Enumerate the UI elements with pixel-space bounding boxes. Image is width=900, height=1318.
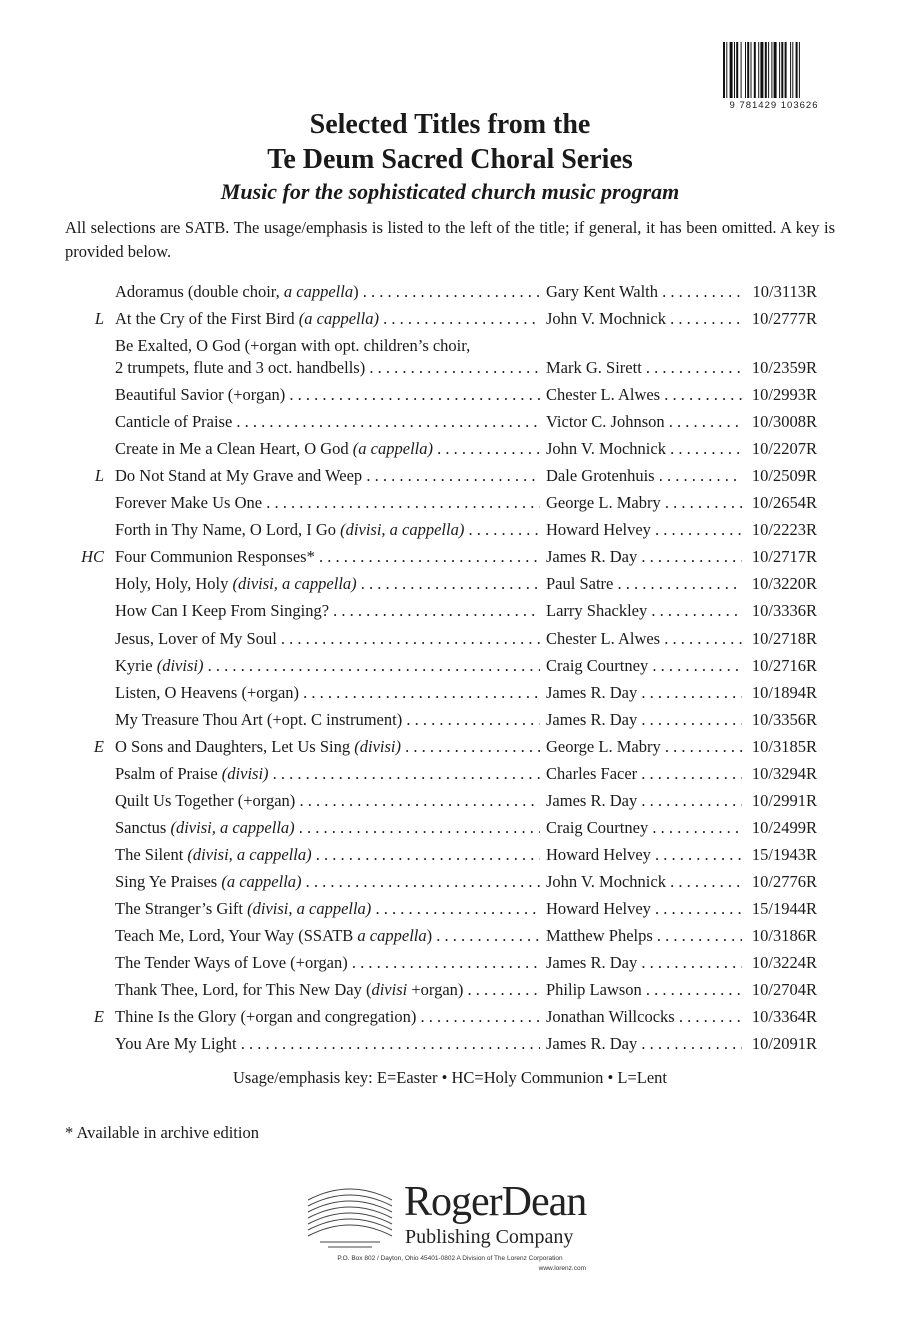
title-main: The Silent <box>115 844 188 864</box>
catalog-number: 10/3185R <box>742 733 817 760</box>
usage-code: HC <box>81 547 104 567</box>
catalog-number: 10/2718R <box>742 625 817 652</box>
barcode-bar <box>796 42 798 98</box>
list-item <box>0 489 900 516</box>
composer: Charles Facer . . . <box>546 760 742 787</box>
title-main: Beautiful Savior (+organ) <box>115 385 286 405</box>
barcode-bar <box>741 42 742 98</box>
catalog-number: 10/3364R <box>742 1003 817 1030</box>
barcode-bar <box>799 42 800 98</box>
title-note: (a cappella) <box>221 871 302 891</box>
catalog-number: 10/2509R <box>742 462 817 489</box>
list-item <box>0 706 900 733</box>
page-title-line-1: Selected Titles from the <box>309 109 591 140</box>
title-text <box>115 381 540 408</box>
catalog-number: 10/2716R <box>742 652 817 679</box>
list-item <box>0 381 900 408</box>
composer: Chester L. Alwes . . . <box>546 625 742 652</box>
list-item <box>0 841 900 868</box>
title-text <box>115 652 540 679</box>
list-item <box>0 435 900 462</box>
list-item <box>0 570 900 597</box>
composer: James R. Day . . . <box>546 787 742 814</box>
barcode-bar <box>760 42 763 98</box>
title-text <box>115 625 540 652</box>
list-item <box>0 516 900 543</box>
composer: Howard Helvey . . . <box>546 841 742 868</box>
title-text <box>115 278 540 305</box>
list-item <box>0 625 900 652</box>
title-main: Do Not Stand at My Grave and Weep <box>115 466 363 486</box>
list-item <box>0 976 900 1003</box>
barcode-bar <box>747 42 749 98</box>
barcode-bar <box>768 42 769 98</box>
barcode-bar <box>730 42 733 98</box>
barcode-bar <box>779 42 780 98</box>
barcode-bar <box>754 42 756 98</box>
composer: George L. Mabry . . . <box>546 733 742 760</box>
title-main: The Tender Ways of Love (+organ) <box>115 953 348 973</box>
barcode <box>722 42 826 111</box>
title-main: Create in Me a Clean Heart, O God <box>115 439 353 459</box>
title-text <box>115 841 540 868</box>
composer: John V. Mochnick . . . <box>546 868 742 895</box>
title-text <box>115 679 540 706</box>
title-note: a cappella <box>283 282 354 301</box>
title-main: Four Communion Responses* <box>115 547 315 567</box>
title-text-line-2: 2 trumpets, flute and 3 oct. handbells) . . . <box>115 354 540 381</box>
catalog-number: 15/1943R <box>742 841 817 868</box>
title-text <box>115 760 540 787</box>
publisher-subtitle: Publishing Company <box>405 1226 574 1248</box>
composer: James R. Day . . . <box>546 706 742 733</box>
catalog-number: 10/2991R <box>742 787 817 814</box>
list-item <box>0 922 900 949</box>
title-text <box>115 922 540 949</box>
title-tail: +organ) <box>407 980 464 1000</box>
barcode-bar <box>758 42 759 98</box>
composer: James R. Day . . . <box>546 1030 742 1057</box>
composer: Larry Shackley . . . <box>546 597 742 624</box>
title-text <box>115 706 540 733</box>
list-item <box>0 949 900 976</box>
catalog-number: 10/2776R <box>742 868 817 895</box>
catalog-number: 10/2499R <box>742 814 817 841</box>
title-note: (divisi, a cappella) <box>247 898 372 918</box>
barcode-bar <box>734 42 735 98</box>
title-text <box>115 543 540 570</box>
composer: James R. Day . . . <box>546 949 742 976</box>
usage-code: E <box>93 736 104 756</box>
list-item <box>0 814 900 841</box>
barcode-bar <box>726 42 727 98</box>
catalog-number: 10/1894R <box>742 679 817 706</box>
usage-code: L <box>94 466 104 486</box>
catalog-number: 10/2704R <box>742 976 817 1003</box>
intro-paragraph: All selections are SATB. The usage/emphasis is listed to the left of the title; if general, it has been omitted. A key is provided below. <box>65 218 835 261</box>
composer: Mark G. Sirett . . . <box>546 354 742 381</box>
title-main: O Sons and Daughters, Let Us Sing <box>115 736 355 756</box>
title-note: (divisi) <box>354 736 401 756</box>
title-main: Holy, Holy, Holy <box>115 574 233 594</box>
title-main: Teach Me, Lord, Your Way (SSATB <box>115 926 358 946</box>
publisher-name: RogerDean <box>404 1179 587 1225</box>
list-item <box>0 462 900 489</box>
composer: James R. Day . . . <box>546 679 742 706</box>
publisher-address: P.O. Box 802 / Dayton, Ohio 45401-0802 A Division of The Lorenz Corporation <box>337 1255 563 1262</box>
usage-code: L <box>94 309 104 329</box>
barcode-bar <box>781 42 783 98</box>
title-text <box>115 1030 540 1057</box>
barcode-bar <box>785 42 787 98</box>
title-main: Sing Ye Praises <box>115 871 222 891</box>
composer: Paul Satre . . . <box>546 570 742 597</box>
composer: Gary Kent Walth . . . <box>546 278 742 305</box>
list-item <box>0 679 900 706</box>
composer: John V. Mochnick . . . <box>546 305 742 332</box>
title-note: (divisi, a cappella) <box>170 817 295 837</box>
title-list <box>0 278 900 1057</box>
list-item <box>0 652 900 679</box>
header <box>0 107 900 207</box>
composer: Chester L. Alwes . . . <box>546 381 742 408</box>
catalog-number: 10/3224R <box>742 949 817 976</box>
barcode-bar <box>774 42 777 98</box>
composer: Matthew Phelps . . . <box>546 922 742 949</box>
title-text <box>115 305 540 332</box>
catalog-number: 10/3113R <box>742 278 817 305</box>
title-main: The Stranger’s Gift <box>115 898 248 918</box>
footnote: * Available in archive edition <box>65 1123 259 1142</box>
title-main: Forever Make Us One <box>115 493 263 513</box>
list-item <box>0 543 900 570</box>
title-main: Canticle of Praise <box>115 412 233 432</box>
title-text <box>115 733 540 760</box>
roger-dean-logo-icon <box>300 1174 400 1252</box>
catalog-number: 10/3186R <box>742 922 817 949</box>
composer: George L. Mabry . . . <box>546 489 742 516</box>
title-note: (a cappella) <box>352 439 433 459</box>
usage-code: E <box>93 1007 104 1027</box>
title-main: Kyrie <box>115 655 157 675</box>
catalog-number: 10/2993R <box>742 381 817 408</box>
barcode-bar <box>745 42 746 98</box>
list-item <box>0 787 900 814</box>
barcode-number: 9 781429 103626 <box>729 100 819 111</box>
list-item <box>0 305 900 332</box>
title-main: Adoramus (double choir, <box>115 282 284 301</box>
list-item <box>0 760 900 787</box>
barcode-bar <box>771 42 772 98</box>
list-item <box>0 895 900 922</box>
catalog-number: 15/1944R <box>742 895 817 922</box>
composer: Jonathan Willcocks . . . <box>546 1003 742 1030</box>
title-text <box>115 787 540 814</box>
title-main: Thine Is the Glory (+organ and congregation) <box>115 1007 417 1027</box>
composer: Craig Courtney . . . <box>546 814 742 841</box>
title-main: You Are My Light <box>115 1034 237 1054</box>
title-note: (a cappella) <box>298 309 379 329</box>
title-note: (divisi) <box>156 655 204 675</box>
catalog-number: 10/2359R <box>742 354 817 381</box>
barcode-bar <box>790 42 791 98</box>
title-note: (divisi, a cappella) <box>340 520 465 540</box>
title-text <box>115 408 540 435</box>
title-note: (divisi, a cappella) <box>187 844 312 864</box>
catalog-number: 10/2091R <box>742 1030 817 1057</box>
list-item <box>0 1030 900 1057</box>
title-text <box>115 814 540 841</box>
title-text <box>115 1003 540 1030</box>
barcode-bar <box>751 42 752 98</box>
title-main: How Can I Keep From Singing? <box>115 601 330 621</box>
publisher-logo <box>286 1172 616 1312</box>
catalog-number: 10/3294R <box>742 760 817 787</box>
composer: John V. Mochnick . . . <box>546 435 742 462</box>
barcode-icon <box>722 42 826 98</box>
catalog-number: 10/2207R <box>742 435 817 462</box>
title-main: At the Cry of the First Bird <box>115 309 299 329</box>
title-main: Listen, O Heavens (+organ) <box>115 682 300 702</box>
catalog-number: 10/2777R <box>742 305 817 332</box>
title-note: (divisi, a cappella) <box>232 574 357 594</box>
title-main: My Treasure Thou Art (+opt. C instrument) <box>115 709 403 729</box>
title-main: Be Exalted, O God (+organ with opt. children’s choir, <box>115 336 471 356</box>
barcode-bar <box>736 42 738 98</box>
list-item <box>0 597 900 624</box>
title-main: Sanctus <box>115 817 171 837</box>
title-note: (divisi) <box>221 763 269 783</box>
page-subtitle: Music for the sophisticated church music program <box>220 179 680 204</box>
composer: Howard Helvey . . . <box>546 516 742 543</box>
catalog-number: 10/3220R <box>742 570 817 597</box>
composer: Howard Helvey . . . <box>546 895 742 922</box>
title-text <box>115 516 540 543</box>
list-item <box>0 278 900 305</box>
composer: Philip Lawson . . . <box>546 976 742 1003</box>
title-text <box>115 570 540 597</box>
title-main: Quilt Us Together (+organ) <box>115 790 296 810</box>
usage-key: Usage/emphasis key: E=Easter • HC=Holy Communion • L=Lent <box>232 1068 668 1087</box>
composer: Victor C. Johnson . . . <box>546 408 742 435</box>
composer: Craig Courtney . . . <box>546 652 742 679</box>
title-text <box>115 489 540 516</box>
title-tail: ) <box>426 926 433 946</box>
title-note: a cappella <box>357 926 427 946</box>
publisher-website: www.lorenz.com <box>538 1265 586 1272</box>
title-text <box>115 435 540 462</box>
title-tail: ) <box>353 282 359 301</box>
list-item <box>0 1003 900 1030</box>
composer: James R. Day . . . <box>546 543 742 570</box>
catalog-number: 10/3008R <box>742 408 817 435</box>
title-text <box>115 597 540 624</box>
catalog-number: 10/3336R <box>742 597 817 624</box>
barcode-bar <box>765 42 767 98</box>
title-text <box>115 462 540 489</box>
title-text <box>115 949 540 976</box>
barcode-bar <box>792 42 793 98</box>
title-note: divisi <box>371 980 408 1000</box>
barcode-bar <box>723 42 725 98</box>
title-main: Thank Thee, Lord, for This New Day ( <box>115 980 372 1000</box>
title-main: Jesus, Lover of My Soul <box>115 628 277 648</box>
title-text <box>115 895 540 922</box>
composer: Dale Grotenhuis . . . <box>546 462 742 489</box>
catalog-number: 10/2223R <box>742 516 817 543</box>
title-main: Forth in Thy Name, O Lord, I Go <box>115 520 341 540</box>
list-item <box>0 733 900 760</box>
list-item <box>0 332 900 381</box>
title-text <box>115 976 540 1003</box>
catalog-number: 10/2717R <box>742 543 817 570</box>
title-main: Psalm of Praise <box>115 763 222 783</box>
list-item <box>0 868 900 895</box>
catalog-number: 10/3356R <box>742 706 817 733</box>
catalog-number: 10/2654R <box>742 489 817 516</box>
title-text <box>115 868 540 895</box>
list-item <box>0 408 900 435</box>
page-title-line-2: Te Deum Sacred Choral Series <box>267 144 633 175</box>
